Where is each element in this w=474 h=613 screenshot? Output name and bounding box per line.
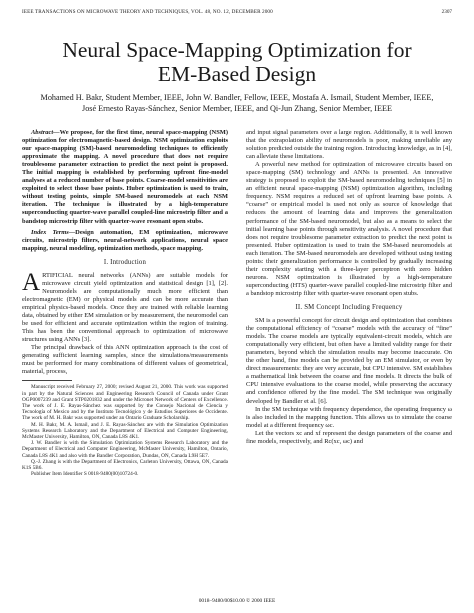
intro-paragraph-2: The principal drawback of this ANN optimization approach is the cost of generating sufficient learning samples, since the simulations/measurements must be performed for many combinations of different values of geometrical, material, process,	[22, 344, 228, 376]
sm-paragraph-3: Let the vectors xc and xf represent the design parameters of the coarse and fine models, respectively, and Rc(xc, ωc) and	[246, 429, 452, 445]
footnote-affiliation-3: Q.-J. Zhang is with the Department of Electronics, Carleton University, Ottawa, ON, Canada K1S 5B6.	[22, 458, 228, 471]
author-line-1: Mohamed H. Bakr, Student Member, IEEE, John W. Bandler, Fellow, IEEE, Mostafa A. Ismail, Student Member, IEEE,	[40, 93, 434, 102]
sm-paragraph-2: In the SM technique with frequency dependence, the operating frequency ω is also included in the mapping function. This allows us to simulate the coarse model at a different frequency ωc.	[246, 405, 452, 429]
footnote-manuscript: Manuscript received February 27, 2000; revised August 21, 2000. This work was supported in part by the Natural Sciences and Engineering Research Council of Canada under Grant OGP0007239 and Grant STP0201832 and under the Micronet Network of Centers of Excellence. The work of J. E. Rayas-Sánchez was supported by the Consejo Nacional de Ciencia y Tecnología of Mexico and by the Instituto Tecnológico y de Estudios Superiores de Occidente. The work of M. H. Bakr was supported under an Ontario Graduate Scholarship.	[22, 384, 228, 422]
page-number: 2307	[441, 9, 452, 15]
left-column	[22, 129, 228, 477]
paper-title	[0, 38, 474, 86]
intro-text-1: RTIFICIAL neural networks (ANNs) are suitable models for microwave circuit yield optimization and statistical design [1], [2]. Neuromodels are computationally much more efficient than electromagnetic (EM) or physical models and can be more accurate than empirical physics-based models. Once they are trained with reliable learning data, obtained by either EM simulation or by measurement, the neuromodel can be used for efficient and accurate optimization within the region of training. This has been the conventional approach to optimization of microwave structures using ANNs [3].	[22, 271, 228, 344]
author-line-2: José Ernesto Rayas-Sánchez, Senior Member, IEEE, and Qi-Jun Zhang, Senior Member, IEEE	[82, 103, 392, 113]
index-terms	[22, 229, 228, 253]
footnote-divider	[22, 380, 72, 381]
intro-paragraph-3: and input signal parameters over a large region. Additionally, it is well known that the extrapolation ability of neuromodels is poor, making unreliable any solution predicted outside the training region. Introducing knowledge, as in [4], can alleviate these limitations.	[246, 129, 452, 161]
right-column	[246, 129, 452, 446]
intro-paragraph-1	[22, 268, 228, 344]
title-line-2: EM-Based Design	[157, 62, 317, 86]
index-terms-text: Design automation, EM optimization, microwave circuits, microstrip filters, neural-network applications, neural space mapping, neural modeling, optimization methods, space mapping.	[22, 228, 228, 252]
intro-paragraph-4: A powerful new method for optimization of microwave circuits based on space-mapping (SM) technology and ANNs is presented. An innovative strategy is proposed to exploit the SM-based neuromodeling techniques [5] in an efficient neural space-mapping (NSM) optimization algorithm, including frequency. NSM requires a reduced set of upfront learning base points. A “coarse” or empirical model is used not only as source of knowledge that reduces the amount of learning data and improves the generalization performance of the SM-based neuromodel, but also as a means to select the initial learning base points through sensitivity analysis. A novel procedure that does not require troublesome parameter extraction to predict the next point is presented. Huber optimization is used to train the SM-based neuromodels at each iteration. The SM-based neuromodels are developed without using testing points: their generalization performance is controlled by gradually increasing their complexity starting with a three-layer perceptron with zero hidden neurons. NSM optimization is illustrated by a high-temperature superconducting (HTS) quarter-wave parallel coupled-line microstrip filter and a bandstop microstrip filter with quarter-wave resonant open stubs.	[246, 161, 452, 297]
running-header: IEEE TRANSACTIONS ON MICROWAVE THEORY AND TECHNIQUES, VOL. 48, NO. 12, DECEMBER 2000	[22, 9, 273, 15]
section-heading-sm: II. SM Concept Including Frequency	[295, 303, 403, 311]
title-line-1: Neural Space-Mapping Optimization for	[62, 38, 412, 62]
footnote-affiliation-2: J. W. Bandler is with the Simulation Optimization Systems Research Laboratory and the Department of Electrical and Computer Engineering, McMaster University, Hamilton, Ontario, Canada L8S 4K1 and also with the Bandler Corporation, Dundas, ON, Canada L9H 5E7.	[22, 440, 228, 459]
drop-cap: A	[22, 268, 41, 296]
footnote-affiliation-1: M. H. Bakr, M. A. Ismail, and J. E. Rayas-Sánchez are with the Simulation Optimization Systems Research Laboratory and the Department of Electrical and Computer Engineering, McMaster University, Hamilton, ON, Canada L8S 4K1.	[22, 421, 228, 440]
section-heading-intro: I. Introduction	[103, 258, 147, 266]
abstract-label: Abstract—	[31, 129, 60, 136]
sm-paragraph-1: SM is a powerful concept for circuit design and optimization that combines the computational efficiency of “coarse” models with the accuracy of “fine” models. The coarse models are typically equivalent-circuit models, which are computationally very efficient, but often have a limited validity range for their parameters, beyond which the simulation results may become inaccurate. On the other hand, fine models can be provided by an EM simulator, or even by direct measurements: they are very accurate, but CPU intensive. SM establishes a mathematical link between the coarse and fine models. It directs the bulk of CPU intensive evaluations to the coarse model, while preserving the accuracy and confidence offered by the fine model. The SM technique was originally developed by Bandler et al. [6].	[246, 317, 452, 405]
index-terms-label: Index Terms—	[31, 228, 76, 236]
author-list	[22, 93, 452, 114]
page-footer: 0018–9480/00$10.00 © 2000 IEEE	[198, 598, 276, 604]
abstract	[22, 129, 228, 226]
footnotes	[22, 384, 228, 477]
footnote-publisher-id: Publisher Item Identifier S 0018-9480(00)10724-0.	[31, 471, 139, 478]
abstract-text: We propose, for the first time, neural space-mapping (NSM) optimization for electromagnetic-based design. NSM optimization exploits our space-mapping (SM)-based neuromodeling techniques to efficiently approximate the mapping. A novel procedure that does not require troublesome parameter extraction to predict the next point is proposed. The initial mapping is established by performing upfront fine-model analyses at a reduced number of base points. Coarse-model sensitivities are exploited to select those base points. Huber optimization is used to train, without testing points, simple SM-based neuromodels at each NSM iteration. The technique is illustrated by a high-temperature superconducting quarter-wave parallel coupled-line microstrip filter and a bandstop microstrip filter with quarter-wave resonant open stubs.	[22, 129, 228, 225]
